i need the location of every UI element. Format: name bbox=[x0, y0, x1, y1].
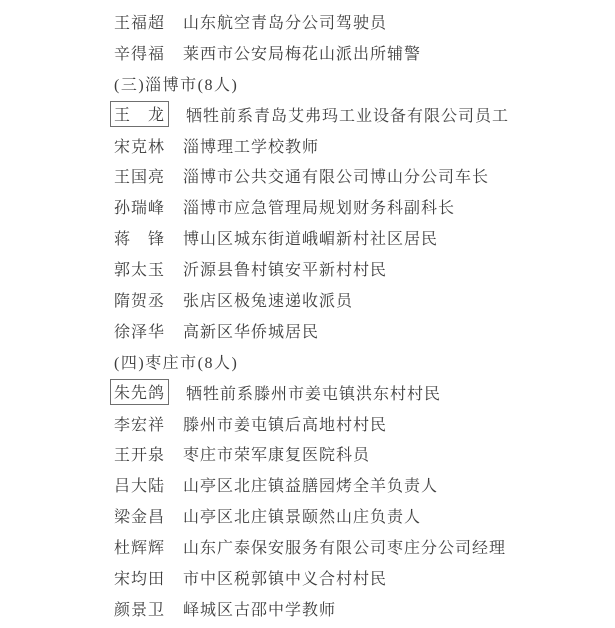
person-description: 淄博市公共交通有限公司博山分公司车长 bbox=[183, 169, 490, 187]
person-name: 王国亮 bbox=[114, 169, 166, 187]
entry-list bbox=[114, 6, 605, 624]
person-description: 山亭区北庄镇益膳园烤全羊负责人 bbox=[183, 478, 439, 496]
list-row bbox=[114, 315, 605, 346]
person-description: 枣庄市荣军康复医院科员 bbox=[183, 447, 371, 465]
list-row bbox=[114, 191, 605, 222]
person-description: 滕州市姜屯镇后高地村村民 bbox=[183, 416, 388, 434]
list-row bbox=[114, 377, 605, 408]
person-name: 吕大陆 bbox=[114, 478, 166, 496]
person-description: 山东航空青岛分公司驾驶员 bbox=[183, 14, 388, 32]
person-name: 郭太玉 bbox=[114, 262, 166, 280]
section-header-row bbox=[114, 68, 605, 99]
person-name: 李宏祥 bbox=[114, 416, 166, 434]
person-description: 莱西市公安局梅花山派出所辅警 bbox=[183, 45, 422, 63]
person-name: 梁金昌 bbox=[114, 509, 166, 527]
section-header-row bbox=[114, 346, 605, 377]
person-name: 杜辉辉 bbox=[114, 540, 166, 558]
person-name: 隋贺丞 bbox=[114, 292, 166, 310]
person-description: 淄博市应急管理局规划财务科副科长 bbox=[183, 200, 456, 218]
list-row bbox=[114, 37, 605, 68]
list-row bbox=[114, 562, 605, 593]
list-row bbox=[114, 222, 605, 253]
list-row bbox=[114, 531, 605, 562]
person-name: 徐泽华 bbox=[114, 323, 166, 341]
list-row bbox=[114, 130, 605, 161]
person-description: 峄城区古邵中学教师 bbox=[183, 601, 337, 619]
list-row bbox=[114, 160, 605, 191]
person-description: 牺牲前系青岛艾弗玛工业设备有限公司员工 bbox=[186, 107, 510, 125]
person-name: 宋均田 bbox=[114, 570, 166, 588]
person-description: 山亭区北庄镇景颐然山庄负责人 bbox=[183, 509, 422, 527]
person-description: 市中区税郭镇中义合村村民 bbox=[183, 570, 388, 588]
person-name: 王福超 bbox=[114, 14, 166, 32]
list-row bbox=[114, 438, 605, 469]
person-description: 张店区极兔速递收派员 bbox=[183, 292, 354, 310]
person-description: 沂源县鲁村镇安平新村村民 bbox=[183, 262, 388, 280]
person-name: 王开泉 bbox=[114, 447, 166, 465]
list-row bbox=[114, 500, 605, 531]
list-row bbox=[114, 253, 605, 284]
person-name: 颜景卫 bbox=[114, 601, 166, 619]
person-description: 牺牲前系滕州市姜屯镇洪东村村民 bbox=[186, 385, 442, 403]
person-name: 蒋 锋 bbox=[114, 231, 166, 249]
list-row bbox=[114, 6, 605, 37]
person-name: 孙瑞峰 bbox=[114, 200, 166, 218]
section-header-text: (三)淄博市(8人) bbox=[114, 76, 239, 94]
person-description: 山东广泰保安服务有限公司枣庄分公司经理 bbox=[183, 540, 507, 558]
person-name: 朱先鸽 bbox=[110, 379, 169, 405]
list-row bbox=[114, 593, 605, 624]
person-description: 高新区华侨城居民 bbox=[183, 323, 320, 341]
person-name: 宋克林 bbox=[114, 138, 166, 156]
list-row bbox=[114, 469, 605, 500]
section-header-text: (四)枣庄市(8人) bbox=[114, 354, 239, 372]
list-row bbox=[114, 408, 605, 439]
person-description: 博山区城东街道峨嵋新村社区居民 bbox=[183, 231, 439, 249]
person-description: 淄博理工学校教师 bbox=[183, 138, 320, 156]
list-row bbox=[114, 99, 605, 130]
person-name: 辛得福 bbox=[114, 45, 166, 63]
person-name: 王 龙 bbox=[110, 101, 169, 127]
list-row bbox=[114, 284, 605, 315]
